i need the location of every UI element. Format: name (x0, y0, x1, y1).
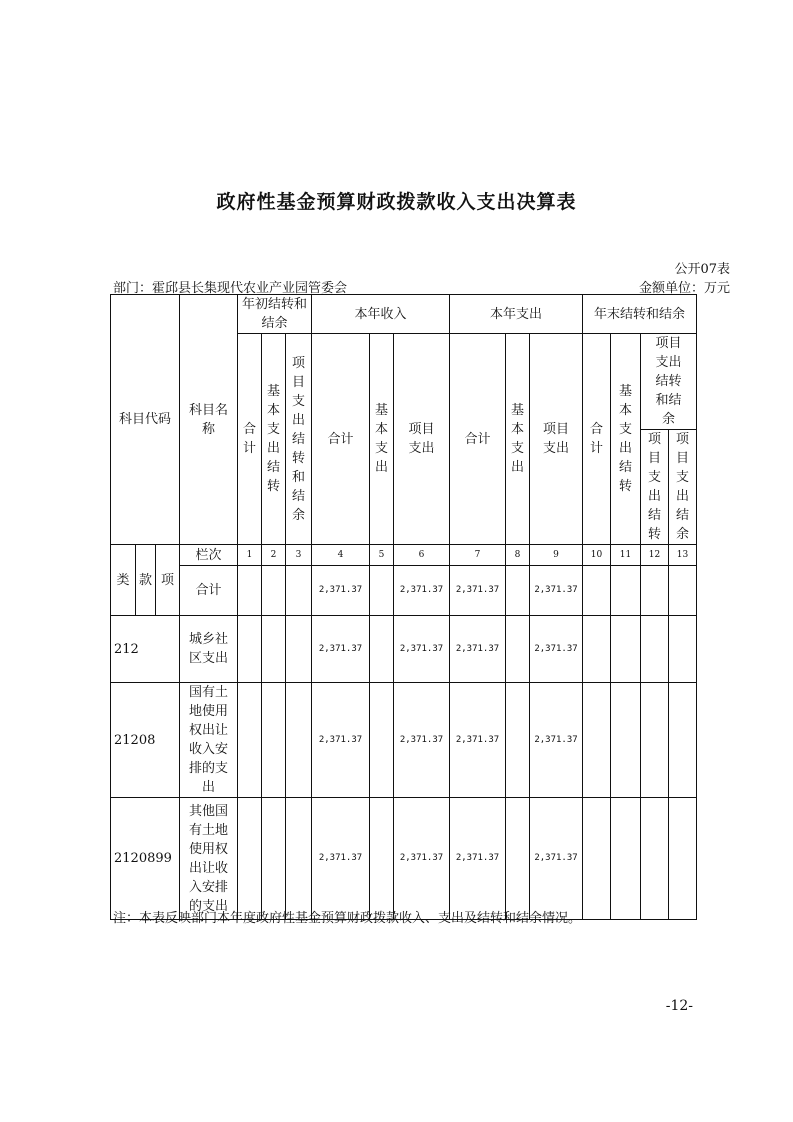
line-label: 栏次 (180, 545, 238, 566)
category-lei: 类 (111, 545, 136, 616)
cell-value: 2,371.37 (394, 616, 450, 683)
header-expense: 本年支出 (450, 295, 583, 334)
header-end-project-balance: 项目支出结余 (669, 430, 697, 545)
unit-label: 金额单位：万元 (638, 281, 730, 296)
cell-value (669, 683, 697, 798)
cell-value: 2,371.37 (312, 683, 370, 798)
header-expense-project: 项目支出 (530, 334, 583, 545)
table-row (111, 616, 697, 683)
header-end-total: 合计 (583, 334, 611, 545)
cell-value (262, 616, 286, 683)
header-subject-code: 科目代码 (111, 295, 180, 545)
cell-value: 2,371.37 (394, 566, 450, 616)
row-name: 其他国有土地使用权出让收入安排的支出 (180, 798, 238, 920)
cell-value: 2,371.37 (530, 798, 583, 920)
cell-value (238, 798, 262, 920)
row-name: 国有土地使用权出让收入安排的支出 (180, 683, 238, 798)
cell-value (506, 616, 530, 683)
cell-value (583, 798, 611, 920)
column-number: 7 (450, 545, 506, 566)
cell-value (506, 683, 530, 798)
column-number: 4 (312, 545, 370, 566)
cell-value: 2,371.37 (312, 616, 370, 683)
column-number: 8 (506, 545, 530, 566)
cell-value: 2,371.37 (394, 798, 450, 920)
cell-value (238, 616, 262, 683)
cell-value (238, 566, 262, 616)
header-begin-basic-carry: 基本支出结转 (262, 334, 286, 545)
column-number: 13 (669, 545, 697, 566)
header-income-basic: 基本支出 (370, 334, 394, 545)
cell-value (611, 566, 641, 616)
footnote: 注：本表反映部门本年度政府性基金预算财政拨款收入、支出及结转和结余情况。 (113, 911, 582, 926)
column-number: 9 (530, 545, 583, 566)
cell-value (641, 683, 669, 798)
header-income: 本年收入 (312, 295, 450, 334)
table-row (111, 798, 697, 920)
column-number: 11 (611, 545, 641, 566)
cell-value (370, 683, 394, 798)
cell-value (262, 798, 286, 920)
cell-value: 2,371.37 (450, 683, 506, 798)
header-income-total: 合计 (312, 334, 370, 545)
category-xiang: 项 (156, 545, 180, 616)
header-end-project: 项目支出结转和结余 (641, 334, 697, 430)
page-title: 政府性基金预算财政拨款收入支出决算表 (216, 191, 577, 213)
cell-value (370, 616, 394, 683)
cell-value (583, 616, 611, 683)
header-expense-total: 合计 (450, 334, 506, 545)
column-number: 12 (641, 545, 669, 566)
header-end-balance: 年末结转和结余 (583, 295, 697, 334)
cell-value: 2,371.37 (450, 566, 506, 616)
cell-value: 2,371.37 (530, 616, 583, 683)
cell-value (238, 683, 262, 798)
cell-value (583, 683, 611, 798)
cell-value (506, 566, 530, 616)
cell-value (611, 616, 641, 683)
cell-value: 2,371.37 (530, 683, 583, 798)
cell-value (669, 616, 697, 683)
cell-value (370, 566, 394, 616)
cell-value: 2,371.37 (530, 566, 583, 616)
header-expense-basic: 基本支出 (506, 334, 530, 545)
row-name: 城乡社区支出 (180, 616, 238, 683)
cell-value: 2,371.37 (312, 798, 370, 920)
cell-value (506, 798, 530, 920)
cell-value (370, 798, 394, 920)
header-subject-name: 科目名称 (180, 295, 238, 545)
row-code: 21208 (111, 683, 180, 798)
cell-value (262, 683, 286, 798)
header-begin-project-carry: 项目支出结转和结余 (286, 334, 312, 545)
cell-value (286, 616, 312, 683)
cell-value (286, 798, 312, 920)
column-number: 5 (370, 545, 394, 566)
cell-value (669, 566, 697, 616)
column-number: 2 (262, 545, 286, 566)
column-number: 6 (394, 545, 450, 566)
header-end-project-carry: 项目支出结转 (641, 430, 669, 545)
cell-value: 2,371.37 (450, 798, 506, 920)
cell-value (641, 566, 669, 616)
form-number: 公开07表 (674, 262, 730, 277)
category-kuan: 款 (136, 545, 156, 616)
cell-value: 2,371.37 (312, 566, 370, 616)
cell-value: 2,371.37 (394, 683, 450, 798)
row-code: 212 (111, 616, 180, 683)
header-begin-total: 合计 (238, 334, 262, 545)
header-income-project: 项目支出 (394, 334, 450, 545)
column-number: 1 (238, 545, 262, 566)
cell-value (669, 798, 697, 920)
cell-value (611, 798, 641, 920)
cell-value (641, 616, 669, 683)
table-row (111, 566, 697, 616)
cell-value (583, 566, 611, 616)
budget-table (110, 294, 697, 920)
cell-value (641, 798, 669, 920)
row-code: 2120899 (111, 798, 180, 920)
column-number: 10 (583, 545, 611, 566)
cell-value (262, 566, 286, 616)
table-row (111, 683, 697, 798)
column-number: 3 (286, 545, 312, 566)
cell-value (611, 683, 641, 798)
cell-value (286, 683, 312, 798)
header-end-basic-carry: 基本支出结转 (611, 334, 641, 545)
cell-value: 2,371.37 (450, 616, 506, 683)
row-name: 合计 (180, 566, 238, 616)
header-begin-balance: 年初结转和结余 (238, 295, 312, 334)
department-label: 部门：霍邱县长集现代农业产业园管委会 (113, 281, 348, 296)
page-number: -12- (665, 998, 693, 1014)
cell-value (286, 566, 312, 616)
